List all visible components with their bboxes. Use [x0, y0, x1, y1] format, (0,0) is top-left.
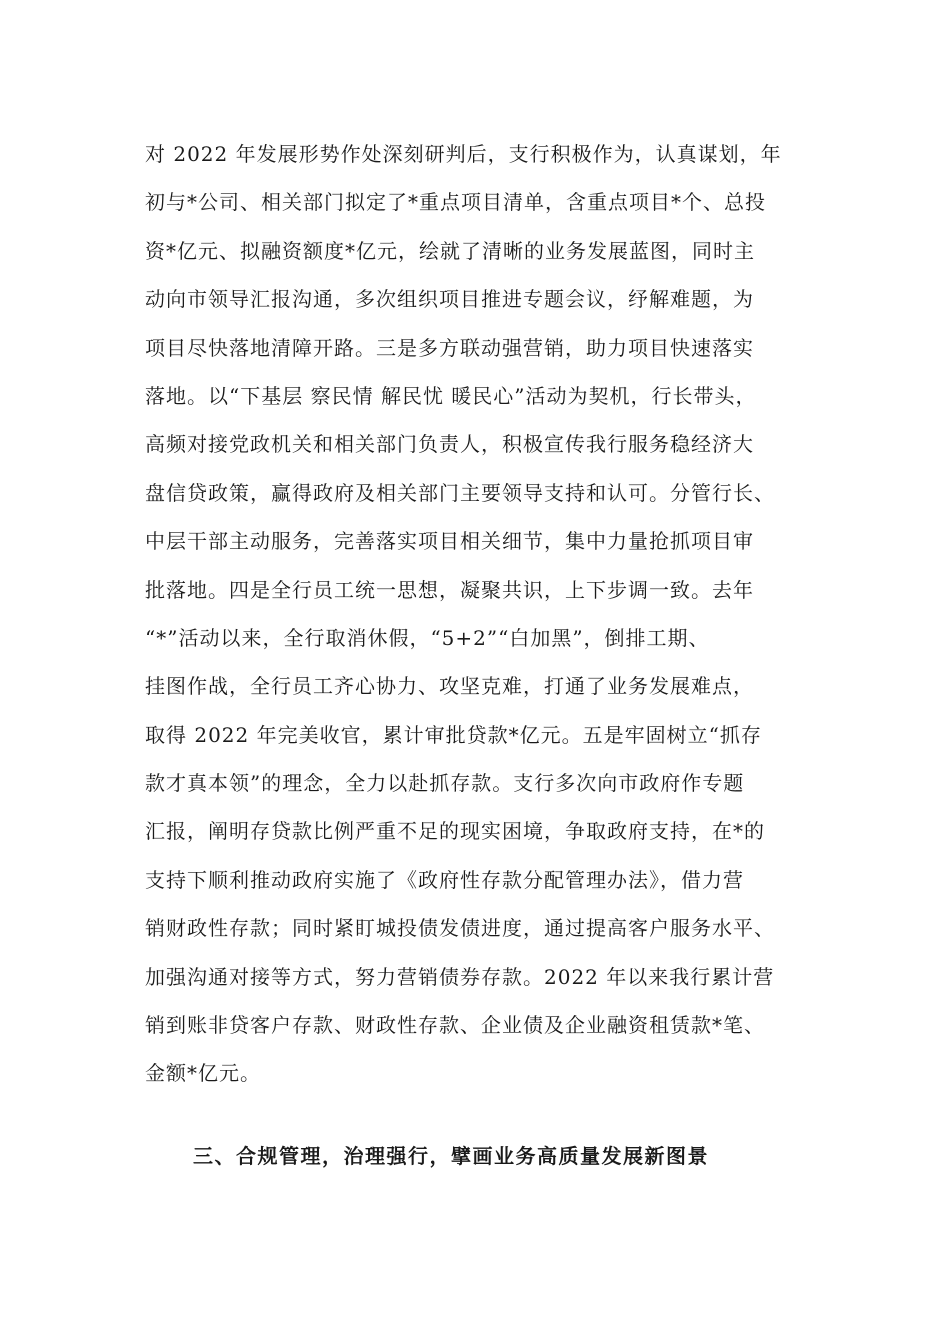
paragraph-line: 初与*公司、相关部门拟定了*重点项目清单，含重点项目*个、总投	[145, 190, 766, 215]
paragraph-line: 盘信贷政策，赢得政府及相关部门主要领导支持和认可。分管行长、	[145, 480, 775, 505]
paragraph-line: 金额*亿元。	[145, 1061, 261, 1086]
paragraph-line: 落地。以“下基层 察民情 解民忧 暖民心”活动为契机，行长带头，	[145, 383, 757, 408]
paragraph-line: 支持下顺利推动政府实施了《政府性存款分配管理办法》，借力营	[145, 867, 744, 892]
paragraph-line: 资*亿元、拟融资额度*亿元，绘就了清晰的业务发展蓝图，同时主	[145, 238, 755, 263]
paragraph-line: 销到账非贷客户存款、财政性存款、企业债及企业融资租赁款*笔、	[145, 1013, 765, 1038]
paragraph-line: 批落地。四是全行员工统一思想，凝聚共识，上下步调一致。去年	[145, 577, 754, 602]
paragraph-line: 动向市领导汇报沟通，多次组织项目推进专题会议，纾解难题，为	[145, 287, 754, 312]
paragraph-line: 高频对接党政机关和相关部门负责人，积极宣传我行服务稳经济大	[145, 432, 754, 457]
paragraph-line: “*”活动以来，全行取消休假，“5+2”“白加黑”，倒排工期、	[145, 625, 710, 650]
paragraph-line: 挂图作战，全行员工齐心协力、攻坚克难，打通了业务发展难点，	[145, 674, 754, 699]
paragraph-line: 取得 2022 年完美收官，累计审批贷款*亿元。五是牢固树立“抓存	[145, 722, 762, 747]
body-paragraph	[145, 130, 835, 1098]
paragraph-line: 款才真本领”的理念，全力以赴抓存款。支行多次向市政府作专题	[145, 771, 745, 796]
paragraph-line: 销财政性存款；同时紧盯城投债发债进度，通过提高客户服务水平、	[145, 916, 775, 941]
section-heading: 三、合规管理，治理强行，擘画业务高质量发展新图景	[193, 1144, 709, 1168]
paragraph-line: 项目尽快落地清障开路。三是多方联动强营销，助力项目快速落实	[145, 335, 754, 360]
paragraph-line: 对 2022 年发展形势作处深刻研判后，支行积极作为，认真谋划，年	[145, 142, 782, 166]
paragraph-line: 中层干部主动服务，完善落实项目相关细节，集中力量抢抓项目审	[145, 529, 754, 554]
paragraph-line: 加强沟通对接等方式，努力营销债券存款。2022 年以来我行累计营	[145, 964, 775, 989]
paragraph-line: 汇报，阐明存贷款比例严重不足的现实困境，争取政府支持，在*的	[145, 819, 765, 844]
